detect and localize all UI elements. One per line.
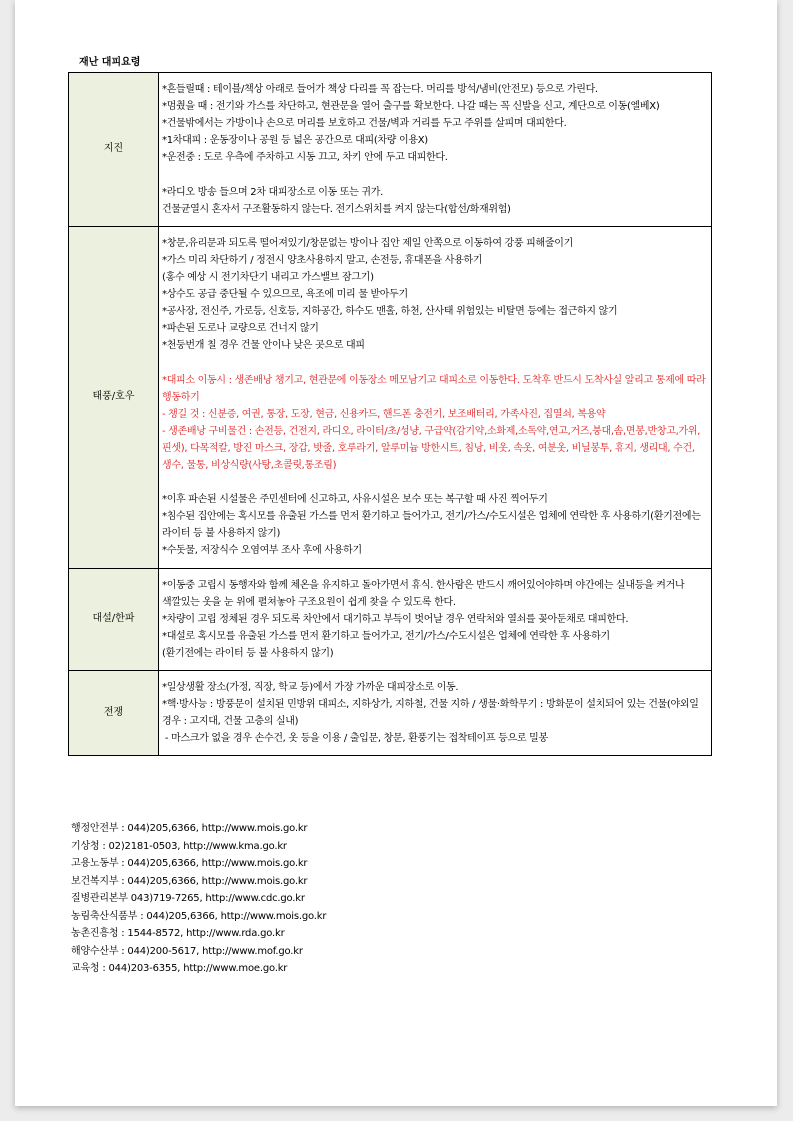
contact-entry: 보건복지부 : 044)205,6366, http://www.mois.go.kr [71,875,308,887]
highlight-instruction-line: - 챙길 것 : 신분증, 여권, 통장, 도장, 현금, 신용카드, 핸드폰 충전기, 보조배터리, 가족사진, 집열쇠, 복용약 [162,408,606,420]
spacer-line [162,474,707,491]
disaster-category: 지진 [69,73,159,227]
guide-instructions [159,671,712,756]
highlight-instruction-line: - 생존배낭 구비물건 : 손전등, 건전지, 라디오, 라이터/초/성냥, 구급약(감기약,소화제,소독약,연고,거즈,붕대,솜,면봉,반창고,가위,핀셋), 다목적칼, 방진 마스크, 장갑, 밧줄, 호루라기, 알루미늄 방한시트, 침낭, 비옷, 속옷, 여분옷, 비닐봉투, 휴지, 생리대, 수건, 생수, 물통, 비상식량(사탕,초콜릿,통조림) [162,425,701,471]
instruction-line: *상수도 공급 중단될 수 있으므로, 욕조에 미리 물 받아두기 [162,289,408,301]
guide-row [69,568,712,670]
instruction-line: *차량이 고립 정체된 경우 되도록 차안에서 대기하고 부득이 벗어날 경우 연락처와 열쇠를 꽂아둔채로 대피한다. [162,613,629,625]
instruction-line: *침수된 집안에는 혹시모를 유출된 가스를 먼저 환기하고 들어가고, 전기/가스/수도시설은 업체에 연락한 후 사용하기(환기전에는 라이터 등 불 사용하지 않기) [162,511,704,540]
instruction-line: (홍수 예상 시 전기차단기 내리고 가스밸브 잠그기) [162,271,374,283]
instruction-line: *라디오 방송 들으며 2차 대피장소로 이동 또는 귀가. [162,186,383,198]
disaster-category: 대설/한파 [69,568,159,670]
contact-entry: 교육청 : 044)203-6355, http://www.moe.go.kr [71,963,288,974]
contact-entry: 농림축산식품부 : 044)205,6366, http://www.mois.go.kr [71,910,327,922]
evacuation-guide-table [68,72,712,756]
instruction-line: (환기전에는 라이터 등 불 사용하지 않기) [162,647,334,659]
instruction-line: *멈췄을 때 : 전기와 가스를 차단하고, 현관문을 열어 출구를 확보한다. 나갈 때는 꼭 신발을 신고, 계단으로 이동(엘베X) [162,101,660,113]
instruction-line: *운전중 : 도로 우측에 주차하고 시동 끄고, 차키 안에 두고 대피한다. [162,152,448,164]
instruction-line: *핵·방사능 : 방풍문이 설치된 민방위 대피소, 지하상가, 지하철, 건물 지하 / 생물·화학무기 : 방화문이 설치되어 있는 건물(야외일 경우 : 고지대, 건물 고층의 실내) [162,699,702,728]
instruction-line: *이동중 고립시 동행자와 함께 체온을 유지하고 돌아가면서 휴식. 한사람은 반드시 깨어있어야하며 야간에는 실내등을 켜거나 색깔있는 옷을 눈 위에 펼쳐놓아 구조요원이 쉽게 찾을 수 있도록 한다. [162,579,688,608]
instruction-line: 건물균열시 혼자서 구조활동하지 않는다. 전기스위치를 켜지 않는다(합선/화재위험) [162,203,511,215]
instruction-line: *일상생활 장소(가정, 직장, 학교 등)에서 가장 가까운 대피장소로 이동. [162,682,459,693]
guide-instructions [159,568,712,670]
disaster-category: 태풍/호우 [69,226,159,568]
instruction-line: *대설로 혹시모를 유출된 가스를 먼저 환기하고 들어가고, 전기/가스/수도시설은 업체에 연락한 후 사용하기 [162,630,610,642]
instruction-line: *공사장, 전신주, 가로등, 신호등, 지하공간, 하수도 맨홀, 하천, 산사태 위험있는 비탈면 등에는 접근하지 않기 [162,306,618,318]
highlight-instruction-line: *대피소 이동시 : 생존배낭 챙기고, 현관문에 이동장소 메모남기고 대피소로 이동한다. 도착후 반드시 도착사실 알리고 통제에 따라 행동하기 [162,374,709,403]
contact-entry: 해양수산부 : 044)200-5617, http://www.mof.go.kr [71,945,303,957]
contact-entry: 고용노동부 : 044)205,6366, http://www.mois.go.kr [71,858,308,869]
instruction-line: *창문,유리문과 되도록 떨어져있기/창문없는 방이나 집안 제일 안쪽으로 이동하여 강풍 피해줄이기 [162,237,573,249]
guide-row [69,671,712,756]
instruction-line: *1차대피 : 운동장이나 공원 등 넓은 공간으로 대피(차량 이용X) [162,135,428,147]
instruction-line: *파손된 도로나 교량으로 건너지 않기 [162,323,319,335]
instruction-line: *천둥번개 칠 경우 건물 안이나 낮은 곳으로 대피 [162,340,365,352]
spacer-line [162,166,707,183]
instruction-line: *이후 파손된 시설물은 주민센터에 신고하고, 사유시설은 보수 또는 복구할 때 사진 찍어두기 [162,494,548,506]
guide-instructions [159,226,712,568]
contact-entry: 행정안전부 : 044)205,6366, http://www.mois.go.kr [71,823,308,834]
instruction-line: - 마스크가 없을 경우 손수건, 옷 등을 이용 / 출입문, 창문, 환풍기는 접착테이프 등으로 밀봉 [162,733,548,745]
contact-list [71,820,326,978]
instruction-line: *수돗물, 저장식수 오염여부 조사 후에 사용하기 [162,545,362,557]
document-title: 재난 대피요령 [79,57,141,68]
instruction-line: *흔들릴때 : 테이블/책상 아래로 들어가 책상 다리를 꼭 잡는다. 머리를 방석/냄비(안전모) 등으로 가린다. [162,84,598,95]
guide-instructions [159,73,712,227]
instruction-line: *가스 미리 차단하기 / 정전시 양초사용하지 말고, 손전등, 휴대폰을 사용하기 [162,254,483,266]
guide-row [69,226,712,568]
spacer-line [162,354,707,371]
instruction-line: *건물밖에서는 가방이나 손으로 머리를 보호하고 건물/벽과 거리를 두고 주위를 살피며 대피한다. [162,118,567,130]
disaster-category: 전쟁 [69,671,159,756]
contact-entry: 기상청 : 02)2181-0503, http://www.kma.go.kr [71,840,287,852]
guide-row [69,73,712,227]
contact-entry: 농촌진흥청 : 1544-8572, http://www.rda.go.kr [71,928,285,939]
contact-entry: 질병관리본부 043)719-7265, http://www.cdc.go.kr [71,893,305,904]
